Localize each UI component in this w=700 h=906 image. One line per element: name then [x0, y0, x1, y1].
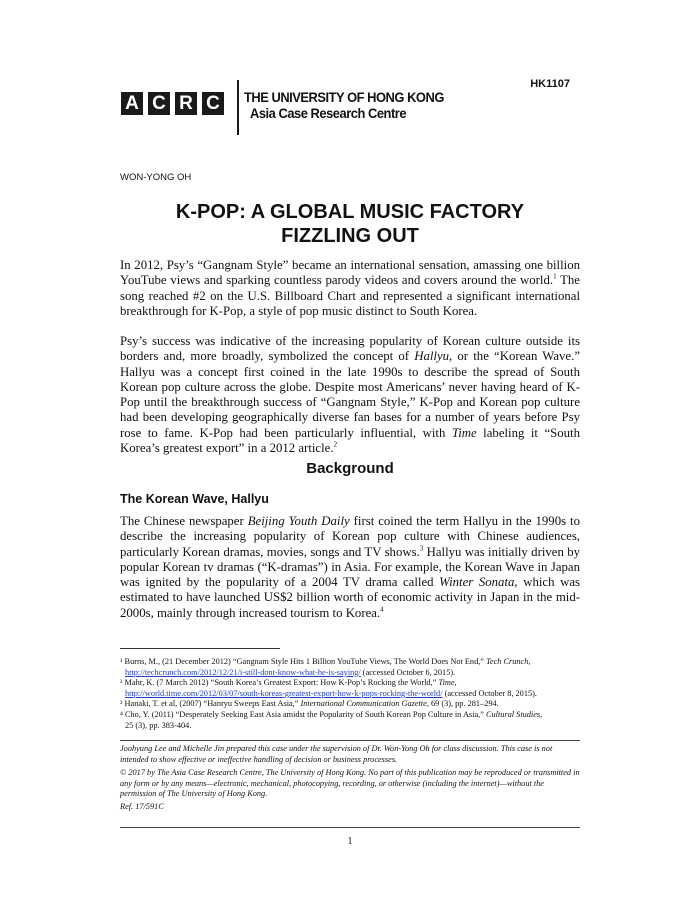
p2-text-a: Psy’s success was indicative of the increasing popularity of Korean culture outside its borders and, more broadly, symbolized the concept of — [120, 334, 580, 364]
footnote-rule — [120, 648, 280, 649]
fn1-accessed: (accessed October 6, 2015). — [360, 667, 456, 677]
footnote-1 — [120, 657, 580, 668]
bg-text-b: first coined the term Hallyu in the 1990s to describe the increasing popularity of Korean pop culture with Chinese audiences, particularly Korean dramas, movies, songs and TV shows. — [120, 514, 580, 559]
subheading-korean-wave: The Korean Wave, Hallyu — [120, 492, 269, 506]
fn3-source: International Communication Gazette — [300, 699, 427, 709]
title-line-1: K-POP: A GLOBAL MUSIC FACTORY — [175, 201, 525, 223]
fn1-comma: , — [528, 657, 531, 666]
footnote-2 — [120, 678, 580, 689]
p1-text-b: The song reached #2 on the U.S. Billboard Chart and represented a significant international breakthrough for K-Pop, a style of pop music distinct to South Korea. — [120, 273, 580, 318]
page-title — [120, 200, 580, 248]
fn2-source: Time — [438, 678, 455, 688]
logo-letter-r: R — [175, 92, 197, 115]
university-name: THE UNIVERSITY OF HONG KONG — [244, 89, 444, 105]
notice-bottom-rule — [120, 827, 580, 828]
fn1-link[interactable]: http://techcrunch.com/2012/12/21/i-still-dont-know-what-he-is-saying/ — [125, 667, 361, 677]
logo-letter-c: C — [148, 92, 170, 115]
p1-text-a: In 2012, Psy’s “Gangnam Style” became an international sensation, amassing one billion YouTube views and sparking countless parody videos and covers around the world. — [120, 258, 580, 288]
fn2-accessed: (accessed October 8, 2015). — [442, 688, 537, 698]
notice-top-rule — [120, 740, 580, 741]
footnote-ref-3[interactable]: 3 — [419, 544, 424, 553]
fn2-comma: , — [454, 678, 457, 688]
footnote-4 — [120, 710, 580, 721]
fn3-pages: , 69 (3), pp. 281–294. — [426, 699, 499, 709]
logo-letter-a: A — [121, 92, 143, 115]
drama-name: Winter Sonata — [439, 575, 515, 590]
p2-text-c: labeling it “South Korea’s greatest export” in a 2012 article. — [120, 425, 580, 456]
author: WON-YONG OH — [120, 172, 192, 183]
section-heading-background: Background — [306, 460, 394, 477]
logo-letter-c2: C — [202, 92, 224, 115]
footnote-2-cont — [120, 689, 580, 700]
bg-text-d: , which was estimated to have launched US$2 billion worth of economic activity in Japan in the mid-2000s, mainly through increased tourism to Korea. — [120, 575, 580, 620]
fn4-comma: , — [540, 709, 543, 719]
footnote-1-cont — [120, 668, 580, 679]
footnote-ref-1[interactable]: 1 — [553, 273, 557, 282]
fn4-text: ⁴ Cho, Y. (2011) “Desperately Seeking East Asia amidst the Popularity of South Korean Pop Culture in Asia,” — [120, 709, 486, 719]
hallyu-term: Hallyu — [414, 349, 450, 364]
intro-paragraph-1 — [120, 258, 580, 319]
reference-number: Ref. 17/591C — [120, 802, 164, 811]
copyright-notice: © 2017 by The Asia Case Research Centre, The University of Hong Kong. No part of this publication may be reproduced or transmitted in any form or by any means—electronic, mechanical, photocopying, recording, or otherwise (including the internet)—without the permission of The University of Hong Kong. — [120, 768, 580, 799]
fn1-source: Tech Crunch — [486, 657, 529, 666]
fn4-source: Cultural Studies — [485, 709, 541, 719]
title-line-2: FIZZLING OUT — [281, 225, 419, 247]
page-number: 1 — [347, 836, 353, 847]
fn4-pages: 25 (3), pp. 383-404. — [125, 720, 192, 730]
fn2-text: ² Mahr, K. (7 March 2012) “South Korea’s Greatest Export: How K-Pop’s Rocking the World,” — [120, 678, 439, 688]
footnote-ref-4[interactable]: 4 — [380, 605, 384, 614]
fn2-link[interactable]: http://world.time.com/2012/03/07/south-koreas-greatest-export-how-k-pops-rocking-the-world/ — [125, 688, 443, 698]
footnotes — [120, 657, 580, 731]
newspaper-name: Beijing Youth Daily — [247, 514, 350, 528]
footnote-3 — [120, 699, 580, 710]
time-magazine: Time — [451, 425, 477, 440]
centre-name: Asia Case Research Centre — [250, 105, 407, 121]
fn3-text: ³ Hanaki, T. et al, (2007) “Hanryu Sweeps East Asia,” — [120, 699, 301, 709]
intro-paragraph-2 — [120, 334, 580, 456]
bg-text-c: Hallyu was initially driven by popular Korean tv dramas (“K-dramas”) in Asia. For example, the Korean Wave in Japan was ignited by the popularity of a 2004 TV drama called — [120, 544, 580, 590]
logo-divider — [237, 80, 239, 135]
fn1-text: ¹ Burns, M., (21 December 2012) “Gangnam Style Hits 1 Billion YouTube Views, The World Does Not End,” — [120, 657, 487, 666]
p2-text-b: , or the “Korean Wave.” Hallyu was a concept first coined in the late 1990s to describe the spread of South Korean pop culture across the globe. Despite most Americans’ never having heard of K-Pop until the breakthrough success of “Gangnam Style,” K-Pop and Korean pop culture had been developing geographically diverse fan bases for a number of years before Psy rose to fame. K-Pop had been particularly influential, with — [120, 349, 580, 440]
footnote-4-cont — [120, 721, 580, 732]
bg-text-a: The Chinese newspaper — [120, 514, 248, 528]
prepared-by-note: Joohyung Lee and Michelle Jin prepared this case under the supervision of Dr. Won-Yong Oh for class discussion. This case is not intended to show effective or ineffective handling of decision or business processes. — [120, 744, 553, 764]
case-code: HK1107 — [530, 78, 570, 90]
footnote-ref-2[interactable]: 2 — [333, 440, 338, 449]
background-paragraph — [120, 514, 580, 621]
